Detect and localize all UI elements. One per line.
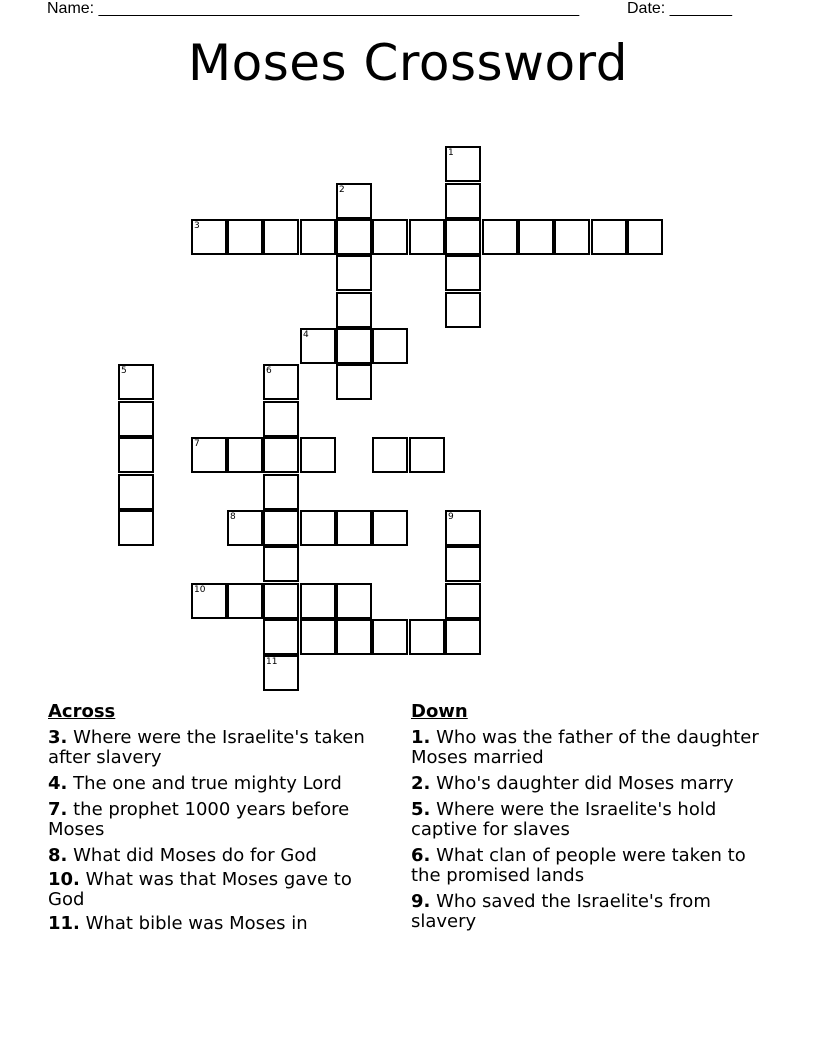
grid-cell[interactable]	[372, 619, 408, 655]
grid-cell[interactable]	[336, 328, 372, 364]
grid-cell[interactable]	[372, 437, 408, 473]
grid-cell[interactable]	[300, 619, 336, 655]
clue-text: The one and true mighty Lord	[73, 773, 342, 794]
grid-cell[interactable]	[445, 619, 481, 655]
grid-cell[interactable]	[118, 364, 154, 400]
grid-cell[interactable]	[263, 655, 299, 691]
grid-cell[interactable]	[336, 183, 372, 219]
clue-number: 8.	[48, 845, 68, 866]
grid-cell[interactable]	[336, 219, 372, 255]
grid-cell[interactable]	[227, 437, 263, 473]
grid-cell[interactable]	[227, 583, 263, 619]
clue-text: Who's daughter did Moses marry	[436, 773, 734, 794]
clue-text: What was that Moses gave to God	[48, 869, 352, 910]
across-clue	[48, 800, 388, 840]
grid-cell[interactable]	[263, 474, 299, 510]
date-field-label: Date: _______	[627, 0, 732, 17]
grid-cell[interactable]	[445, 146, 481, 182]
grid-cell[interactable]	[409, 437, 445, 473]
across-clue	[48, 846, 388, 866]
clue-text: Where were the Israelite's hold captive for slaves	[411, 799, 717, 840]
name-field-label: Name: ______________________________________________________	[47, 0, 580, 17]
grid-cell[interactable]	[227, 219, 263, 255]
grid-cell[interactable]	[191, 583, 227, 619]
clue-number-label: 8	[230, 512, 236, 522]
clue-number: 1.	[411, 727, 431, 748]
across-clue	[48, 774, 388, 794]
clue-number-label: 2	[339, 185, 345, 195]
page-header	[0, 0, 816, 20]
grid-cell[interactable]	[191, 219, 227, 255]
grid-cell[interactable]	[409, 219, 445, 255]
grid-cell[interactable]	[336, 255, 372, 291]
down-clue	[411, 846, 771, 886]
grid-cell[interactable]	[372, 510, 408, 546]
clue-number: 4.	[48, 773, 68, 794]
grid-cell[interactable]	[482, 219, 518, 255]
grid-cell[interactable]	[263, 619, 299, 655]
clue-number: 5.	[411, 799, 431, 820]
clue-number-label: 5	[121, 366, 127, 376]
down-heading: Down	[411, 701, 468, 722]
grid-cell[interactable]	[263, 583, 299, 619]
grid-cell[interactable]	[300, 219, 336, 255]
grid-cell[interactable]	[445, 583, 481, 619]
across-clue	[48, 728, 388, 768]
across-clue	[48, 870, 388, 910]
clue-number: 11.	[48, 913, 80, 934]
clue-number-label: 6	[266, 366, 272, 376]
grid-cell[interactable]	[445, 183, 481, 219]
down-clue	[411, 892, 771, 932]
across-heading: Across	[48, 701, 116, 722]
clue-text: the prophet 1000 years before Moses	[48, 799, 350, 840]
clue-number: 9.	[411, 891, 431, 912]
clue-number: 10.	[48, 869, 80, 890]
across-clues	[48, 702, 388, 940]
clue-text: Where were the Israelite's taken after slavery	[48, 727, 365, 768]
grid-cell[interactable]	[118, 510, 154, 546]
grid-cell[interactable]	[300, 510, 336, 546]
clue-number: 2.	[411, 773, 431, 794]
grid-cell[interactable]	[300, 437, 336, 473]
grid-cell[interactable]	[263, 437, 299, 473]
grid-cell[interactable]	[263, 401, 299, 437]
clue-number-label: 9	[448, 512, 454, 522]
clue-number-label: 7	[194, 439, 200, 449]
grid-cell[interactable]	[300, 328, 336, 364]
grid-cell[interactable]	[191, 437, 227, 473]
grid-cell[interactable]	[372, 328, 408, 364]
clue-text: What clan of people were taken to the promised lands	[411, 845, 746, 886]
grid-cell[interactable]	[227, 510, 263, 546]
down-clues	[411, 702, 771, 938]
grid-cell[interactable]	[263, 546, 299, 582]
clue-number: 3.	[48, 727, 68, 748]
clue-text: Who was the father of the daughter Moses married	[411, 727, 759, 768]
clue-number-label: 1	[448, 148, 454, 158]
grid-cell[interactable]	[263, 510, 299, 546]
grid-cell[interactable]	[118, 401, 154, 437]
grid-cell[interactable]	[336, 583, 372, 619]
grid-cell[interactable]	[263, 364, 299, 400]
clue-text: What bible was Moses in	[85, 913, 308, 934]
grid-cell[interactable]	[118, 474, 154, 510]
grid-cell[interactable]	[518, 219, 554, 255]
clue-number-label: 11	[266, 657, 278, 667]
grid-cell[interactable]	[336, 510, 372, 546]
grid-cell[interactable]	[445, 255, 481, 291]
grid-cell[interactable]	[445, 219, 481, 255]
grid-cell[interactable]	[445, 292, 481, 328]
down-clue	[411, 774, 771, 794]
grid-cell[interactable]	[372, 219, 408, 255]
grid-cell[interactable]	[263, 219, 299, 255]
clue-text: What did Moses do for God	[73, 845, 317, 866]
down-clue	[411, 800, 771, 840]
grid-cell[interactable]	[118, 437, 154, 473]
grid-cell[interactable]	[554, 219, 590, 255]
across-clue	[48, 914, 388, 934]
grid-cell[interactable]	[300, 583, 336, 619]
clue-number-label: 3	[194, 221, 200, 231]
clue-number: 6.	[411, 845, 431, 866]
grid-cell[interactable]	[627, 219, 663, 255]
grid-cell[interactable]	[336, 364, 372, 400]
clue-text: Who saved the Israelite's from slavery	[411, 891, 711, 932]
grid-cell[interactable]	[409, 619, 445, 655]
grid-cell[interactable]	[336, 292, 372, 328]
clue-number-label: 4	[303, 330, 309, 340]
clue-number-label: 10	[194, 585, 206, 595]
grid-cell[interactable]	[445, 510, 481, 546]
grid-cell[interactable]	[336, 619, 372, 655]
page-title: Moses Crossword	[188, 34, 628, 92]
down-clue	[411, 728, 771, 768]
grid-cell[interactable]	[591, 219, 627, 255]
grid-cell[interactable]	[445, 546, 481, 582]
clue-number: 7.	[48, 799, 68, 820]
